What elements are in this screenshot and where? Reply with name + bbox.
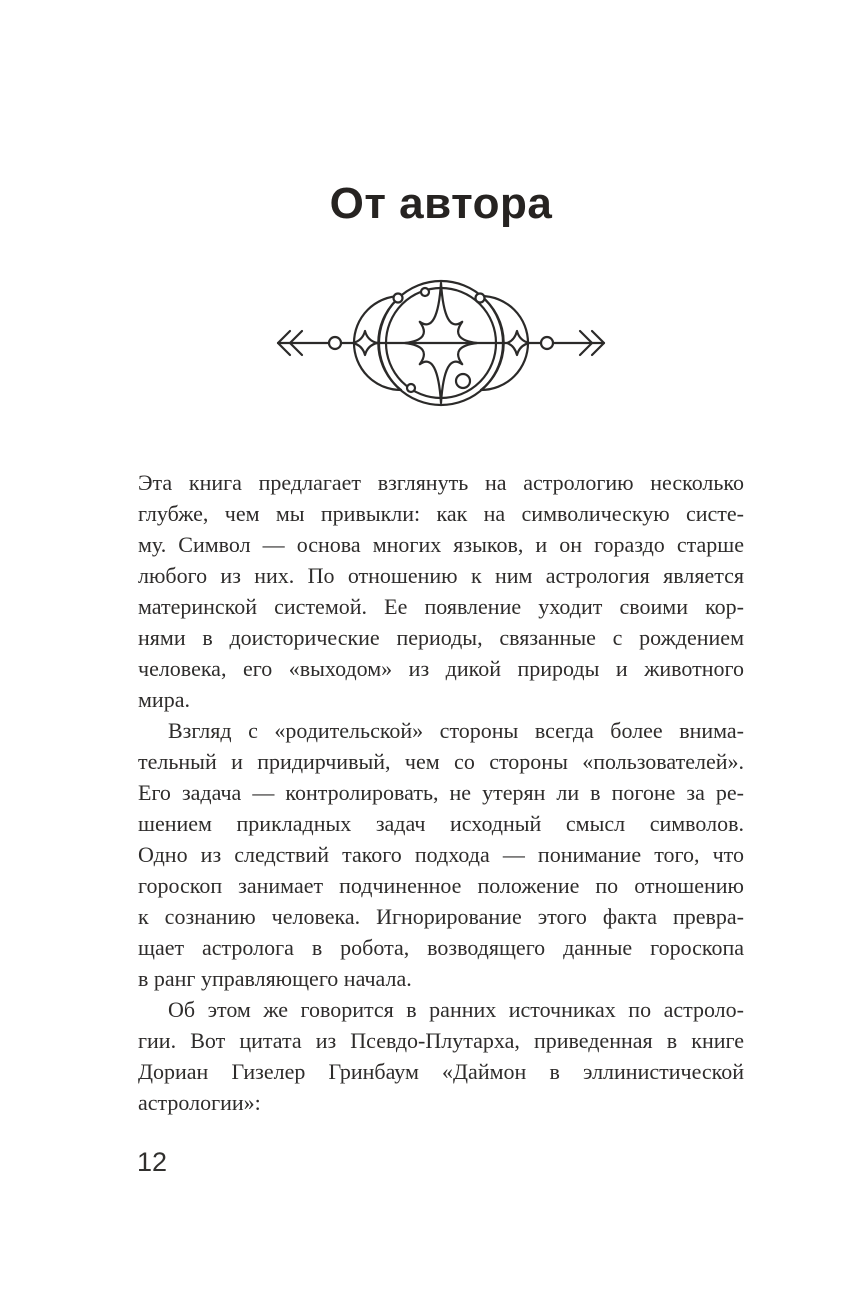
text-line: Одно из следствий такого подхода — понимание того, что <box>138 842 744 867</box>
text-line: Об этом же говорится в ранних источниках по астроло- <box>168 997 744 1022</box>
text-line: шением прикладных задач исходный смысл символов. <box>138 811 744 836</box>
text-line: Его задача — контролировать, не утерян ли в погоне за ре- <box>138 780 744 805</box>
chapter-title: От автора <box>329 179 553 228</box>
text-line: му. Символ — основа многих языков, и он гораздо старше <box>138 532 744 557</box>
star-and-crescents-divider-icon <box>271 270 611 416</box>
page-number: 12 <box>137 1147 168 1177</box>
text-line: мира. <box>138 687 190 712</box>
text-line: нями в доисторические периоды, связанные с рождением <box>138 625 744 650</box>
celestial-ornament <box>271 270 611 416</box>
text-line: гии. Вот цитата из Псевдо-Плутарха, приведенная в книге <box>138 1028 744 1053</box>
text-line: тельный и придирчивый, чем со стороны «пользователей». <box>138 749 744 774</box>
text-line: материнской системой. Ее появление уходит своими кор- <box>138 594 744 619</box>
text-line: любого из них. По отношению к ним астрология является <box>138 563 744 588</box>
text-line: в ранг управляющего начала. <box>138 966 412 991</box>
text-line: глубже, чем мы привыкли: как на символическую систе- <box>138 501 744 526</box>
body-text <box>138 467 744 1118</box>
text-line: Эта книга предлагает взглянуть на астрологию несколько <box>138 470 744 495</box>
text-line: гороскоп занимает подчиненное положение по отношению <box>138 873 744 898</box>
text-line: щает астролога в робота, возводящего данные гороскопа <box>138 935 744 960</box>
text-line: человека, его «выходом» из дикой природы и животного <box>138 656 744 681</box>
text-line: Взгляд с «родительской» стороны всегда более внима- <box>168 718 744 743</box>
text-line: к сознанию человека. Игнорирование этого факта превра- <box>138 904 744 929</box>
text-line: астрологии»: <box>138 1090 261 1115</box>
text-line: Дориан Гизелер Гринбаум «Даймон в эллинистической <box>138 1059 744 1084</box>
